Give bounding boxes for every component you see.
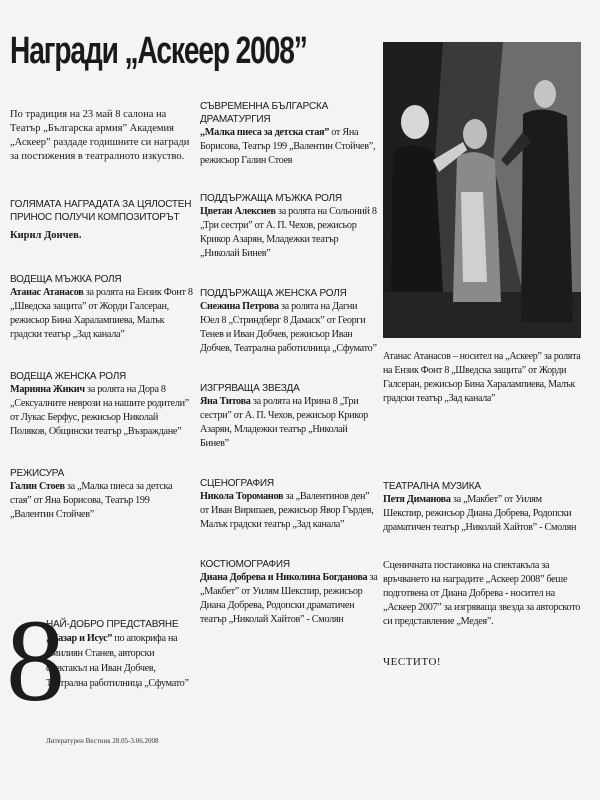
award-winner: Цветан Алексиев [200, 206, 276, 217]
award-heading: ТЕАТРАЛНА МУЗИКА [383, 481, 481, 492]
award-description: за ролята на Дора 8 „Сексуалните неврози на нашите родители” от Лукас Берфус, режисьор Николай Поляков, Общински театър „Възраждане” [10, 384, 189, 437]
award-winner: „Малка пиеса за детска стая” [200, 127, 330, 138]
column-middle [200, 100, 378, 648]
award-heading: ГОЛЯМАТА НАГРАДАТА ЗА ЦЯЛОСТЕН ПРИНОС ПОЛУЧИ КОМПОЗИТОРЪТ [10, 199, 192, 223]
award-winner: Галин Стоев [10, 481, 65, 492]
award-heading: ИЗГРЯВАЩА ЗВЕЗДА [200, 383, 300, 394]
congratulations: ЧЕСТИТО! [383, 656, 442, 668]
source-footnote: Литературен Вестник 28.05-3.06.2008 [46, 737, 159, 745]
award-description: за ролята на Ензик Фонт 8 „Шведска защита” от Жорди Галсеран, режисьор Бина Харалампиева, Малък градски театър „Зад канала” [10, 287, 193, 340]
award-heading: ПОДДЪРЖАЩА МЪЖКА РОЛЯ [200, 193, 342, 204]
stage-photo-image [383, 42, 581, 338]
award-description: по апокрифа на Емилиян Станев, авторски спектакъл на Иван Добчев, Театрална работилница „Сфумато” [46, 633, 189, 689]
intro-paragraph: По традиция на 23 май 8 салона на Театър „Българска армия” Академия „Аскеер” раздаде годишните си награди за постижения в театралното изкуство. [10, 109, 190, 162]
closing-paragraph: Сценичната постановка на спектакъла за връчването на наградите „Аскеер 2008” беше подготвена от Диана Добрева - носител на „Аскеер 2007” за изгряваща звезда за авторското си представление „Медея”. [383, 560, 581, 627]
award-heading: ПОДДЪРЖАЩА ЖЕНСКА РОЛЯ [200, 288, 347, 299]
award-winner: Марияна Жикич [10, 384, 85, 395]
award-heading: СЦЕНОГРАФИЯ [200, 478, 274, 489]
award-winner: Петя Диманова [383, 494, 451, 505]
award-lifetime [10, 198, 194, 243]
award-best-show [46, 618, 196, 691]
award-lead-actor [10, 273, 194, 342]
award-heading: СЪВРЕМЕННА БЪЛГАРСКА ДРАМАТУРГИЯ [200, 101, 329, 125]
award-winner: Атанас Атанасов [10, 287, 84, 298]
award-costume [200, 558, 378, 627]
award-description: за ролята на Дагни Юел 8 „Стриндберг 8 Дамаск” от Георги Тенев и Иван Добчев, режисьор Иван Добчев, Театрална работилница „Сфумато” [200, 301, 377, 354]
award-description: от Яна Борисова, Театър 199 „Валентин Стойчев”, режисьор Галин Стоев [200, 127, 376, 166]
award-description: за „Валентинов ден” от Иван Вирипаев, режисьор Явор Гърдев, Малък градски театър „Зад канала” [200, 491, 374, 530]
column-left [10, 108, 194, 543]
award-description: за „Макбет” от Уилям Шекспир, режисьор Диана Добрева, Родопски драматичен театър „Николай Хайтов” - Смолян [200, 572, 378, 625]
award-heading: КОСТЮМОГРАФИЯ [200, 559, 290, 570]
award-winner: „Лазар и Исус” [46, 633, 113, 644]
decorative-number: 8 [6, 595, 65, 726]
award-lead-actress [10, 370, 194, 439]
award-rising-star [200, 382, 378, 451]
column-right [383, 42, 581, 669]
award-heading: ВОДЕЩА МЪЖКА РОЛЯ [10, 274, 122, 285]
award-scenography [200, 477, 378, 532]
award-supporting-actress [200, 287, 378, 356]
stage-photo [383, 42, 581, 338]
award-heading: ВОДЕЩА ЖЕНСКА РОЛЯ [10, 371, 127, 382]
award-description: за „Макбет” от Уилям Шекспир, режисьор Диана Добрева, Родопски драматичен театър „Николай Хайтов” - Смолян [383, 494, 577, 533]
award-winner: Никола Тороманов [200, 491, 284, 502]
award-direction [10, 467, 194, 522]
award-description: за „Малка пиеса за детска стая” от Яна Борисова, Театър 199 „Валентин Стойчев” [10, 481, 173, 520]
award-winner: Снежина Петрова [200, 301, 279, 312]
photo-caption: Атанас Атанасов – носител на „Аскеер” за ролята на Ензик Фонт 8 „Шведска защита” от Жорди Галсеран, режисьор Бина Харалампиева, Малък градски театър „Зад канала” [383, 351, 581, 404]
award-supporting-actor [200, 192, 378, 261]
award-heading: НАЙ-ДОБРО ПРЕДСТАВЯНЕ [46, 619, 179, 630]
award-winner: Яна Титова [200, 396, 251, 407]
award-drama [200, 100, 378, 168]
award-description: за ролята на Сольоний 8 „Три сестри” от А. П. Чехов, режисьор Крикор Азарян, Младежки театър „Николай Бинев” [200, 206, 377, 259]
award-music [383, 480, 581, 535]
award-winner: Кирил Дончев. [10, 230, 82, 241]
award-heading: РЕЖИСУРА [10, 468, 65, 479]
award-winner: Диана Добрева и Николина Богданова [200, 572, 368, 583]
award-description: за ролята на Ирина 8 „Три сестри” от А. П. Чехов, режисьор Крикор Азарян, Младежки театър „Николай Бинев” [200, 396, 368, 449]
article-title: Награди „Аскеер 2008” [10, 30, 307, 72]
